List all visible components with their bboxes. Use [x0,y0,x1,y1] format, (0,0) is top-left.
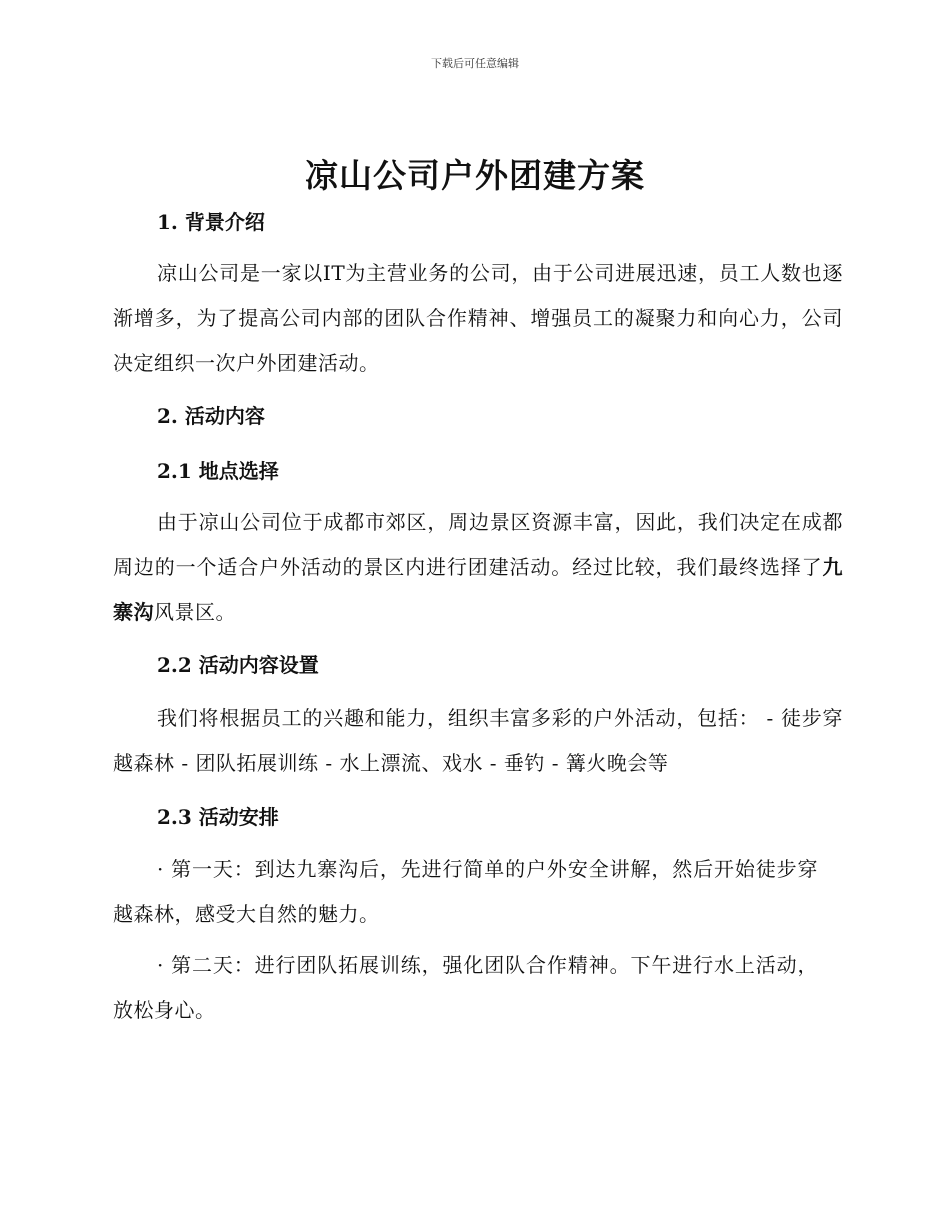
paragraph-activity-setup: 我们将根据员工的兴趣和能力，组织丰富多彩的户外活动，包括： - 徒步穿越森林 - 团队拓展训练 - 水上漂流、戏水 - 垂钓 - 篝火晚会等 [113,706,843,775]
section-heading-activity-setup: 2.2 活动内容设置 [157,653,319,677]
section-heading-background: 1. 背景介绍 [157,210,265,234]
paragraph-location-text-end: 风景区。 [154,600,236,624]
schedule-day-1: · 第一天：到达九寨沟后，先进行简单的户外安全讲解，然后开始徒步穿越森林，感受大自然的魅力。 [113,857,818,926]
section-heading-activity-content: 2. 活动内容 [157,404,265,428]
section-heading-schedule: 2.3 活动安排 [157,805,279,829]
location-name-bold: 九寨沟 [113,555,843,624]
paragraph-location-text: 由于凉山公司位于成都市郊区，周边景区资源丰富，因此，我们决定在成都周边的一个适合户外活动的景区内进行团建活动。经过比较，我们最终选择了 [113,510,843,579]
schedule-day-2: · 第二天：进行团队拓展训练，强化团队合作精神。下午进行水上活动，放松身心。 [113,953,818,1022]
page-header: 下载后可任意编辑 [431,57,519,70]
section-heading-location: 2.1 地点选择 [157,459,279,483]
paragraph-background: 凉山公司是一家以IT为主营业务的公司，由于公司进展迅速，员工人数也逐渐增多，为了提高公司内部的团队合作精神、增强员工的凝聚力和向心力，公司决定组织一次户外团建活动。 [113,261,843,375]
paragraph-location [113,500,843,635]
document-title: 凉山公司户外团建方案 [305,156,645,195]
